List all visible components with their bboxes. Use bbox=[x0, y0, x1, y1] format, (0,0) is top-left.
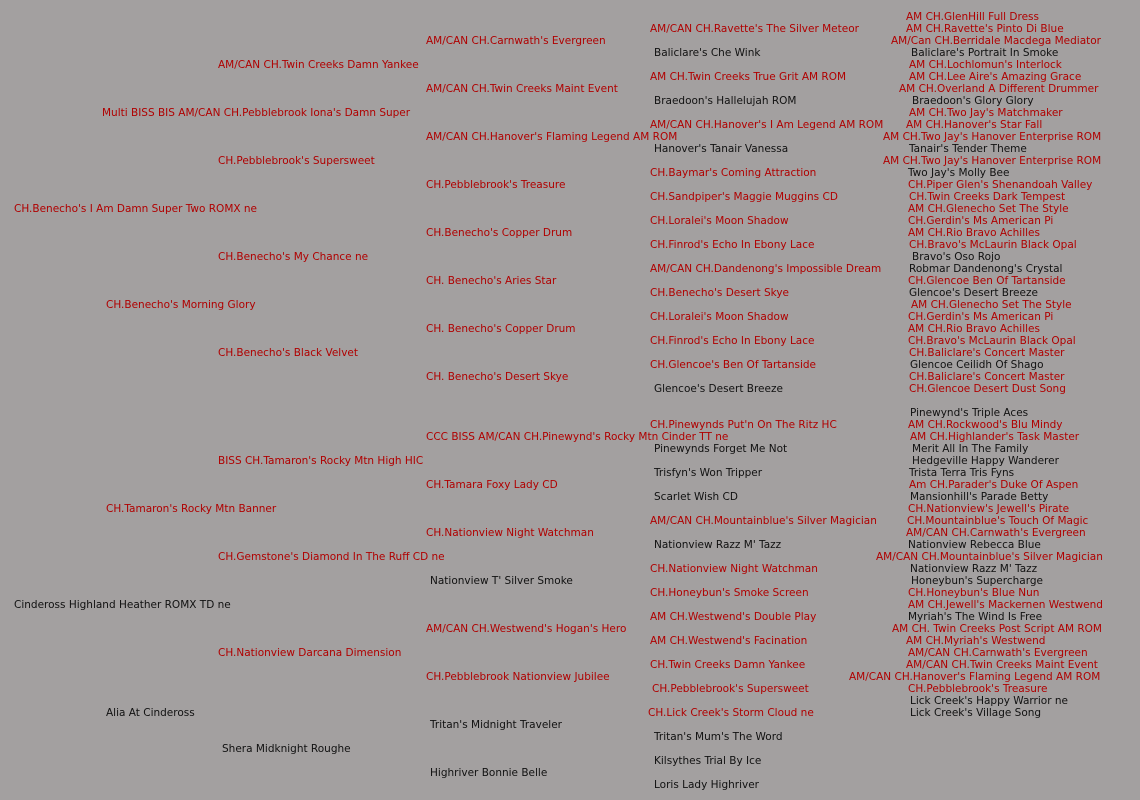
pedigree-entry-g3[interactable]: Shera Midknight Roughe bbox=[222, 743, 351, 755]
pedigree-entry-g3[interactable]: CH.Gemstone's Diamond In The Ruff CD ne bbox=[218, 551, 445, 563]
pedigree-entry-g6[interactable]: AM CH.Hanover's Star Fall bbox=[906, 119, 1043, 131]
pedigree-entry-g6[interactable]: CH.Bravo's McLaurin Black Opal bbox=[908, 335, 1076, 347]
pedigree-entry-g4[interactable]: CH.Pebblebrook's Treasure bbox=[426, 179, 566, 191]
pedigree-entry-g5[interactable]: AM CH.Westwend's Facination bbox=[650, 635, 808, 647]
pedigree-entry-g4[interactable]: CH. Benecho's Aries Star bbox=[426, 275, 557, 287]
pedigree-entry-g5[interactable]: CH.Lick Creek's Storm Cloud ne bbox=[648, 707, 814, 719]
pedigree-entry-g5[interactable]: Glencoe's Desert Breeze bbox=[654, 383, 783, 395]
pedigree-entry-g4[interactable]: CCC BISS AM/CAN CH.Pinewynd's Rocky Mtn Cinder TT ne bbox=[426, 431, 729, 443]
pedigree-entry-g5[interactable]: Kilsythes Trial By Ice bbox=[654, 755, 762, 767]
pedigree-entry-g6[interactable]: AM CH.Lee Aire's Amazing Grace bbox=[909, 71, 1082, 83]
pedigree-entry-g2[interactable]: CH.Tamaron's Rocky Mtn Banner bbox=[106, 503, 277, 515]
pedigree-entry-g5[interactable]: AM/CAN CH.Ravette's The Silver Meteor bbox=[650, 23, 859, 35]
pedigree-entry-g6[interactable]: CH.Glencoe Desert Dust Song bbox=[909, 383, 1066, 395]
pedigree-entry-g6[interactable]: AM CH.Myriah's Westwend bbox=[906, 635, 1046, 647]
pedigree-entry-g5[interactable]: CH.Pebblebrook's Supersweet bbox=[652, 683, 809, 695]
pedigree-entry-g4[interactable]: Tritan's Midnight Traveler bbox=[430, 719, 562, 731]
pedigree-entry-g4[interactable]: CH.Tamara Foxy Lady CD bbox=[426, 479, 558, 491]
pedigree-entry-g5[interactable]: Nationview Razz M' Tazz bbox=[654, 539, 782, 551]
pedigree-entry-g6[interactable]: Robmar Dandenong's Crystal bbox=[909, 263, 1063, 275]
pedigree-entry-g6[interactable]: Honeybun's Supercharge bbox=[911, 575, 1043, 587]
pedigree-entry-g5[interactable]: CH.Nationview Night Watchman bbox=[650, 563, 818, 575]
pedigree-entry-g6[interactable]: AM/CAN CH.Carnwath's Evergreen bbox=[906, 527, 1086, 539]
pedigree-entry-g6[interactable]: Two Jay's Molly Bee bbox=[908, 167, 1010, 179]
pedigree-entry-g6[interactable]: Merit All In The Family bbox=[912, 443, 1029, 455]
pedigree-entry-g6[interactable]: Am CH.Parader's Duke Of Aspen bbox=[909, 479, 1079, 491]
pedigree-entry-g6[interactable]: Glencoe Ceilidh Of Shago bbox=[910, 359, 1044, 371]
pedigree-entry-g5[interactable]: AM CH.Westwend's Double Play bbox=[650, 611, 817, 623]
pedigree-entry-g5[interactable]: Loris Lady Highriver bbox=[654, 779, 759, 791]
pedigree-entry-sire[interactable]: CH.Benecho's I Am Damn Super Two ROMX ne bbox=[14, 203, 258, 215]
pedigree-entry-g6[interactable]: AM CH.GlenHill Full Dress bbox=[906, 11, 1039, 23]
pedigree-entry-g6[interactable]: Trista Terra Tris Fyns bbox=[909, 467, 1015, 479]
pedigree-entry-g6[interactable]: AM/CAN CH.Carnwath's Evergreen bbox=[908, 647, 1088, 659]
pedigree-entry-dam[interactable]: Cindeross Highland Heather ROMX TD ne bbox=[14, 599, 231, 611]
pedigree-entry-g4[interactable]: CH.Nationview Night Watchman bbox=[426, 527, 594, 539]
pedigree-entry-g3[interactable]: CH.Benecho's My Chance ne bbox=[218, 251, 369, 263]
pedigree-entry-g6[interactable]: Mansionhill's Parade Betty bbox=[910, 491, 1049, 503]
pedigree-entry-g6[interactable]: AM CH.Overland A Different Drummer bbox=[899, 83, 1099, 95]
pedigree-entry-g6[interactable]: Hedgeville Happy Wanderer bbox=[912, 455, 1059, 467]
pedigree-entry-g6[interactable]: CH.Twin Creeks Dark Tempest bbox=[909, 191, 1066, 203]
pedigree-entry-g3[interactable]: CH.Pebblebrook's Supersweet bbox=[218, 155, 375, 167]
pedigree-entry-g4[interactable]: CH.Pebblebrook Nationview Jubilee bbox=[426, 671, 610, 683]
pedigree-entry-g5[interactable]: AM CH.Twin Creeks True Grit AM ROM bbox=[650, 71, 847, 83]
pedigree-entry-g6[interactable]: AM/CAN CH.Twin Creeks Maint Event bbox=[906, 659, 1098, 671]
pedigree-entry-g5[interactable]: Tritan's Mum's The Word bbox=[654, 731, 783, 743]
pedigree-entry-g2[interactable]: Multi BISS BIS AM/CAN CH.Pebblebrook Iona's Damn Super bbox=[102, 107, 411, 119]
pedigree-entry-g4[interactable]: CH. Benecho's Copper Drum bbox=[426, 323, 576, 335]
pedigree-entry-g6[interactable]: CH.Gerdin's Ms American Pi bbox=[908, 311, 1054, 323]
pedigree-entry-g4[interactable]: Nationview T' Silver Smoke bbox=[430, 575, 573, 587]
pedigree-entry-g6[interactable]: CH.Gerdin's Ms American Pi bbox=[908, 215, 1054, 227]
pedigree-entry-g4[interactable]: CH. Benecho's Desert Skye bbox=[426, 371, 569, 383]
pedigree-entry-g6[interactable]: CH.Glencoe Ben Of Tartanside bbox=[908, 275, 1066, 287]
pedigree-entry-g6[interactable]: Baliclare's Portrait In Smoke bbox=[911, 47, 1059, 59]
pedigree-entry-g5[interactable]: CH.Baymar's Coming Attraction bbox=[650, 167, 817, 179]
pedigree-entry-g5[interactable]: CH.Benecho's Desert Skye bbox=[650, 287, 789, 299]
pedigree-entry-g6[interactable]: AM CH.Glenecho Set The Style bbox=[908, 203, 1069, 215]
pedigree-entry-g6[interactable]: Nationview Razz M' Tazz bbox=[910, 563, 1038, 575]
pedigree-entry-g5[interactable]: Pinewynds Forget Me Not bbox=[654, 443, 788, 455]
pedigree-entry-g6[interactable]: AM CH.Rio Bravo Achilles bbox=[908, 323, 1040, 335]
pedigree-entry-g5[interactable]: AM/CAN CH.Mountainblue's Silver Magician bbox=[650, 515, 877, 527]
pedigree-entry-g5[interactable]: CH.Sandpiper's Maggie Muggins CD bbox=[650, 191, 838, 203]
pedigree-entry-g6[interactable]: CH.Mountainblue's Touch Of Magic bbox=[907, 515, 1089, 527]
pedigree-entry-g6[interactable]: AM/Can CH.Berridale Macdega Mediator bbox=[891, 35, 1101, 47]
pedigree-entry-g6[interactable]: Lick Creek's Happy Warrior ne bbox=[910, 695, 1068, 707]
pedigree-entry-g5[interactable]: CH.Twin Creeks Damn Yankee bbox=[650, 659, 806, 671]
pedigree-entry-g6[interactable]: Braedoon's Glory Glory bbox=[912, 95, 1034, 107]
pedigree-entry-g6[interactable]: AM CH.Jewell's Mackernen Westwend bbox=[908, 599, 1103, 611]
pedigree-entry-g5[interactable]: Trisfyn's Won Tripper bbox=[654, 467, 763, 479]
pedigree-entry-g5[interactable]: CH.Loralei's Moon Shadow bbox=[650, 215, 789, 227]
pedigree-entry-g6[interactable]: CH.Baliclare's Concert Master bbox=[909, 371, 1065, 383]
pedigree-entry-g6[interactable]: CH.Bravo's McLaurin Black Opal bbox=[909, 239, 1077, 251]
pedigree-entry-g4[interactable]: CH.Benecho's Copper Drum bbox=[426, 227, 573, 239]
pedigree-entry-g3[interactable]: CH.Benecho's Black Velvet bbox=[218, 347, 358, 359]
pedigree-entry-g6[interactable]: Lick Creek's Village Song bbox=[910, 707, 1042, 719]
pedigree-entry-g6[interactable]: AM CH.Two Jay's Hanover Enterprise ROM bbox=[883, 155, 1102, 167]
pedigree-entry-g5[interactable]: AM/CAN CH.Dandenong's Impossible Dream bbox=[650, 263, 882, 275]
pedigree-entry-g6[interactable]: CH.Nationview's Jewell's Pirate bbox=[908, 503, 1070, 515]
pedigree-entry-g5[interactable]: Hanover's Tanair Vanessa bbox=[654, 143, 789, 155]
pedigree-entry-g4[interactable]: AM/CAN CH.Twin Creeks Maint Event bbox=[426, 83, 618, 95]
pedigree-entry-g5[interactable]: CH.Finrod's Echo In Ebony Lace bbox=[650, 239, 815, 251]
pedigree-entry-g6[interactable]: Glencoe's Desert Breeze bbox=[909, 287, 1038, 299]
pedigree-entry-g4[interactable]: AM/CAN CH.Westwend's Hogan's Hero bbox=[426, 623, 627, 635]
pedigree-entry-g5[interactable]: CH.Finrod's Echo In Ebony Lace bbox=[650, 335, 815, 347]
pedigree-entry-g6[interactable]: AM CH.Ravette's Pinto Di Blue bbox=[906, 23, 1064, 35]
pedigree-entry-g4[interactable]: AM/CAN CH.Hanover's Flaming Legend AM ROM bbox=[426, 131, 678, 143]
pedigree-entry-g6[interactable]: AM/CAN CH.Mountainblue's Silver Magician bbox=[876, 551, 1103, 563]
pedigree-entry-g6[interactable]: Myriah's The Wind Is Free bbox=[908, 611, 1043, 623]
pedigree-entry-g6[interactable]: Nationview Rebecca Blue bbox=[908, 539, 1041, 551]
pedigree-entry-g6[interactable]: AM CH.Rockwood's Blu Mindy bbox=[908, 419, 1063, 431]
pedigree-entry-g6[interactable]: AM CH.Two Jay's Matchmaker bbox=[909, 107, 1063, 119]
pedigree-entry-g6[interactable]: CH.Baliclare's Concert Master bbox=[909, 347, 1065, 359]
pedigree-entry-g5[interactable]: Braedoon's Hallelujah ROM bbox=[654, 95, 797, 107]
pedigree-entry-g6[interactable]: AM/CAN CH.Hanover's Flaming Legend AM ROM bbox=[849, 671, 1101, 683]
pedigree-entry-g6[interactable]: Bravo's Oso Rojo bbox=[912, 251, 1001, 263]
pedigree-entry-g6[interactable]: Pinewynd's Triple Aces bbox=[910, 407, 1029, 419]
pedigree-entry-g5[interactable]: CH.Loralei's Moon Shadow bbox=[650, 311, 789, 323]
pedigree-entry-g6[interactable]: AM CH.Highlander's Task Master bbox=[910, 431, 1080, 443]
pedigree-entry-g5[interactable]: Baliclare's Che Wink bbox=[654, 47, 761, 59]
pedigree-entry-g6[interactable]: AM CH.Lochlomun's Interlock bbox=[909, 59, 1062, 71]
pedigree-entry-g6[interactable]: AM CH. Twin Creeks Post Script AM ROM bbox=[892, 623, 1102, 635]
pedigree-entry-g6[interactable]: CH.Pebblebrook's Treasure bbox=[908, 683, 1048, 695]
pedigree-entry-g2[interactable]: Alia At Cindeross bbox=[106, 707, 195, 719]
pedigree-entry-g5[interactable]: Scarlet Wish CD bbox=[654, 491, 738, 503]
pedigree-entry-g5[interactable]: CH.Pinewynds Put'n On The Ritz HC bbox=[650, 419, 837, 431]
pedigree-entry-g3[interactable]: CH.Nationview Darcana Dimension bbox=[218, 647, 402, 659]
pedigree-entry-g6[interactable]: CH.Honeybun's Blue Nun bbox=[908, 587, 1040, 599]
pedigree-entry-g6[interactable]: Tanair's Tender Theme bbox=[909, 143, 1027, 155]
pedigree-entry-g6[interactable]: AM CH.Rio Bravo Achilles bbox=[908, 227, 1040, 239]
pedigree-entry-g2[interactable]: CH.Benecho's Morning Glory bbox=[106, 299, 256, 311]
pedigree-entry-g4[interactable]: AM/CAN CH.Carnwath's Evergreen bbox=[426, 35, 606, 47]
pedigree-entry-g3[interactable]: BISS CH.Tamaron's Rocky Mtn High HIC bbox=[218, 455, 424, 467]
pedigree-entry-g6[interactable]: CH.Piper Glen's Shenandoah Valley bbox=[908, 179, 1093, 191]
pedigree-entry-g3[interactable]: AM/CAN CH.Twin Creeks Damn Yankee bbox=[218, 59, 419, 71]
pedigree-entry-g5[interactable]: CH.Glencoe's Ben Of Tartanside bbox=[650, 359, 817, 371]
pedigree-entry-g5[interactable]: AM/CAN CH.Hanover's I Am Legend AM ROM bbox=[650, 119, 884, 131]
pedigree-entry-g6[interactable]: AM CH.Two Jay's Hanover Enterprise ROM bbox=[883, 131, 1102, 143]
pedigree-entry-g5[interactable]: CH.Honeybun's Smoke Screen bbox=[650, 587, 809, 599]
pedigree-entry-g4[interactable]: Highriver Bonnie Belle bbox=[430, 767, 548, 779]
pedigree-entry-g6[interactable]: AM CH.Glenecho Set The Style bbox=[911, 299, 1072, 311]
